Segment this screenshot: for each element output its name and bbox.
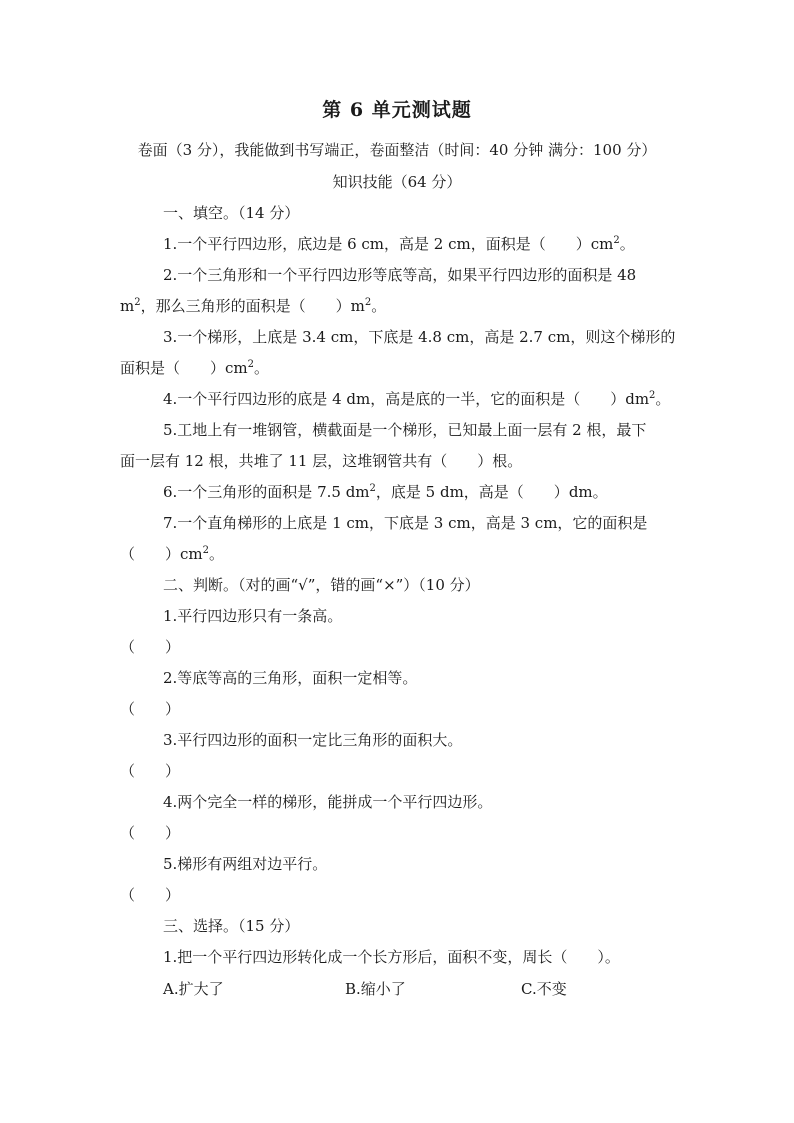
judge-answer-blank-1[interactable]: （ ） bbox=[120, 638, 181, 656]
section-label: 知识技能（64 分） bbox=[332, 173, 462, 191]
part3-heading: 三、选择。（15 分） bbox=[163, 917, 300, 935]
judge-answer-blank-4[interactable]: （ ） bbox=[120, 824, 181, 842]
fill-question-3-line-2: 面积是（ ）$cm^2$。 bbox=[120, 359, 270, 377]
part1-heading: 一、填空。（14 分） bbox=[163, 204, 300, 222]
judge-answer-blank-2[interactable]: （ ） bbox=[120, 700, 181, 718]
fill-question-7-line-2: （ ）$cm^2$。 bbox=[120, 545, 225, 563]
choice-option-c[interactable]: C.不变 bbox=[521, 980, 567, 998]
fill-question-6: 6.一个三角形的面积是 7.5 $dm^2$，底是 5 dm，高是（ ）dm。 bbox=[163, 483, 608, 501]
choice-question-1: 1.把一个平行四边形转化成一个长方形后，面积不变，周长（ ）。 bbox=[163, 948, 620, 966]
fill-question-2-line-1: 2.一个三角形和一个平行四边形等底等高，如果平行四边形的面积是 48 bbox=[163, 266, 637, 284]
judge-question-1: 1.平行四边形只有一条高。 bbox=[163, 607, 343, 625]
judge-question-4: 4.两个完全一样的梯形，能拼成一个平行四边形。 bbox=[163, 793, 493, 811]
fill-question-2-line-2: $m^2$，那么三角形的面积是（ ）$m^2$。 bbox=[120, 297, 387, 315]
judge-question-3: 3.平行四边形的面积一定比三角形的面积大。 bbox=[163, 731, 463, 749]
fill-question-1: 1.一个平行四边形，底边是 6 cm，高是 2 cm，面积是（ ）$cm^2$。 bbox=[163, 235, 635, 253]
fill-question-5-line-1: 5.工地上有一堆钢管，横截面是一个梯形，已知最上面一层有 2 根，最下 bbox=[163, 421, 647, 439]
judge-question-2: 2.等底等高的三角形，面积一定相等。 bbox=[163, 669, 418, 687]
choice-option-b[interactable]: B.缩小了 bbox=[345, 980, 406, 998]
page-title: 第 6 单元测试题 bbox=[322, 99, 472, 121]
fill-question-3-line-1: 3.一个梯形，上底是 3.4 cm，下底是 4.8 cm，高是 2.7 cm，则这个梯形的 bbox=[163, 328, 676, 346]
judge-question-5: 5.梯形有两组对边平行。 bbox=[163, 855, 328, 873]
subtitle: 卷面（3 分），我能做到书写端正，卷面整洁（时间：40 分钟 满分：100 分） bbox=[137, 141, 657, 159]
fill-question-7-line-1: 7.一个直角梯形的上底是 1 cm，下底是 3 cm，高是 3 cm，它的面积是 bbox=[163, 514, 648, 532]
judge-answer-blank-5[interactable]: （ ） bbox=[120, 886, 181, 904]
judge-answer-blank-3[interactable]: （ ） bbox=[120, 762, 181, 780]
part2-heading: 二、判断。（对的画“√”，错的画“×”）（10 分） bbox=[163, 576, 480, 594]
fill-question-5-line-2: 面一层有 12 根，共堆了 11 层，这堆钢管共有（ ）根。 bbox=[120, 452, 523, 470]
fill-question-4: 4.一个平行四边形的底是 4 dm，高是底的一半，它的面积是（ ）$dm^2$。 bbox=[163, 390, 671, 408]
choice-option-a[interactable]: A.扩大了 bbox=[163, 980, 224, 998]
